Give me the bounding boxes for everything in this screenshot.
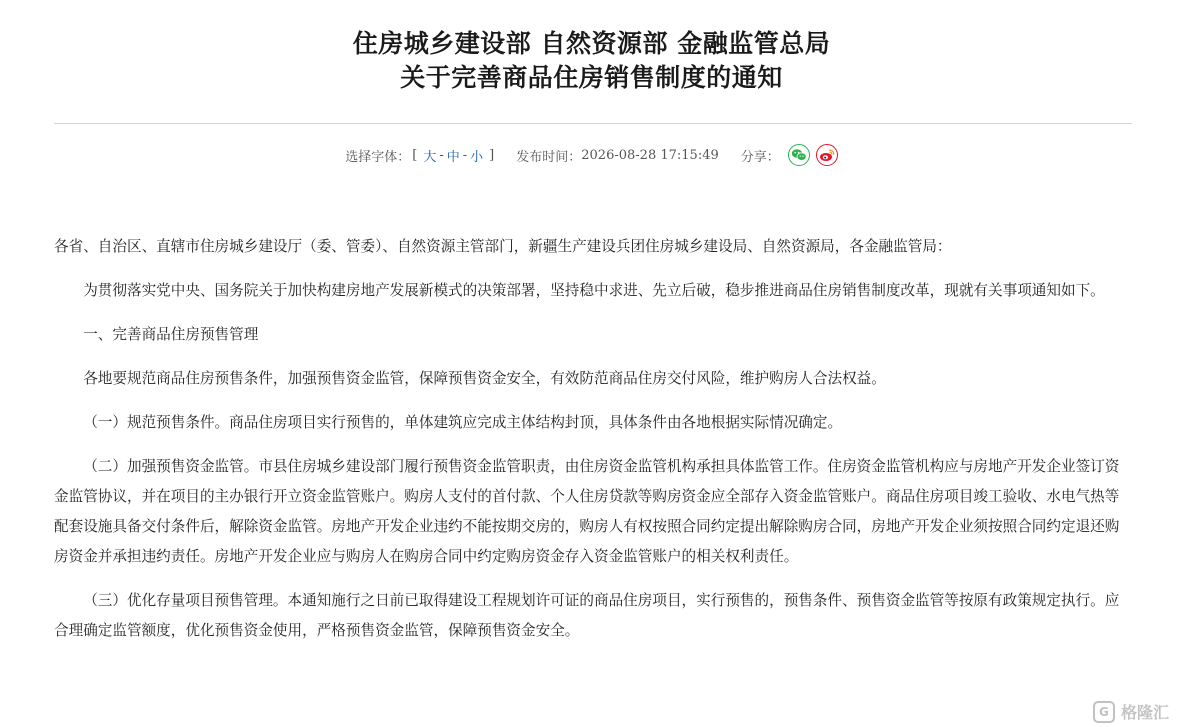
article-body xyxy=(54,232,1132,660)
share-label: 分享： xyxy=(740,149,780,165)
publish-time-value: 2026-08-28 17:15:49 xyxy=(581,147,719,163)
wechat-icon xyxy=(791,148,807,162)
font-size-bracket-open: [ xyxy=(412,147,418,163)
share-section xyxy=(741,144,838,166)
watermark-text: 格隆汇 xyxy=(1120,703,1169,722)
weibo-share-button[interactable] xyxy=(816,144,838,166)
font-size-separator: - xyxy=(439,147,444,163)
font-size-large-link[interactable]: 大 xyxy=(423,149,437,165)
publish-time-label: 发布时间： xyxy=(516,149,582,165)
font-size-selector xyxy=(345,146,494,165)
title-divider xyxy=(54,123,1132,124)
font-size-small-link[interactable]: 小 xyxy=(470,149,484,165)
publish-time xyxy=(516,146,719,165)
article-paragraph: （一）规范预售条件。商品住房项目实行预售的，单体建筑应完成主体结构封顶，具体条件由各地根据实际情况确定。 xyxy=(83,414,843,431)
page-title-line1: 住房城乡建设部 自然资源部 金融监管总局 xyxy=(352,29,831,58)
font-size-bracket-close: ] xyxy=(489,147,495,163)
font-size-medium-link[interactable]: 中 xyxy=(446,149,460,165)
font-size-label: 选择字体： xyxy=(345,149,411,165)
article-paragraph: 为贯彻落实党中央、国务院关于加快构建房地产发展新模式的决策部署，坚持稳中求进、先立后破，稳步推进商品住房销售制度改革，现就有关事项通知如下。 xyxy=(83,282,1105,299)
section-heading: 一、完善商品住房预售管理 xyxy=(83,326,259,343)
article-paragraph: （三）优化存量项目预售管理。本通知施行之日前已取得建设工程规划许可证的商品住房项目，实行预售的，预售条件、预售资金监管等按原有政策规定执行。应合理确定监管额度，优化预售资金使用，严格预售资金监管，保障预售资金安全。 xyxy=(54,592,1120,639)
page-title-line2: 关于完善商品住房销售制度的通知 xyxy=(400,63,783,92)
article-paragraph: （二）加强预售资金监管。市县住房城乡建设部门履行预售资金监管职责，由住房资金监管机构承担具体监管工作。住房资金监管机构应与房地产开发企业签订资金监管协议，并在项目的主办银行开立资金监管账户。购房人支付的首付款、个人住房贷款等购房资金应全部存入资金监管账户。商品住房项目竣工验收、水电气热等配套设施具备交付条件后，解除资金监管。房地产开发企业违约不能按期交房的，购房人有权按照合同约定提出解除购房合同，房地产开发企业须按照合同约定退还购房资金并承担违约责任。房地产开发企业应与购房人在购房合同中约定购房资金存入资金监管账户的相关权利责任。 xyxy=(54,458,1120,565)
watermark-logo: G xyxy=(1093,701,1115,723)
wechat-share-button[interactable] xyxy=(788,144,810,166)
article-paragraph: 各地要规范商品住房预售条件，加强预售资金监管，保障预售资金安全，有效防范商品住房交付风险，维护购房人合法权益。 xyxy=(83,370,886,387)
article-salutation: 各省、自治区、直辖市住房城乡建设厅（委、管委）、自然资源主管部门，新疆生产建设兵团住房城乡建设局、自然资源局，各金融监管局： xyxy=(54,238,952,255)
watermark xyxy=(1093,700,1169,723)
font-size-separator: - xyxy=(462,147,468,163)
article-meta-bar xyxy=(0,141,1183,169)
weibo-icon xyxy=(819,148,835,162)
